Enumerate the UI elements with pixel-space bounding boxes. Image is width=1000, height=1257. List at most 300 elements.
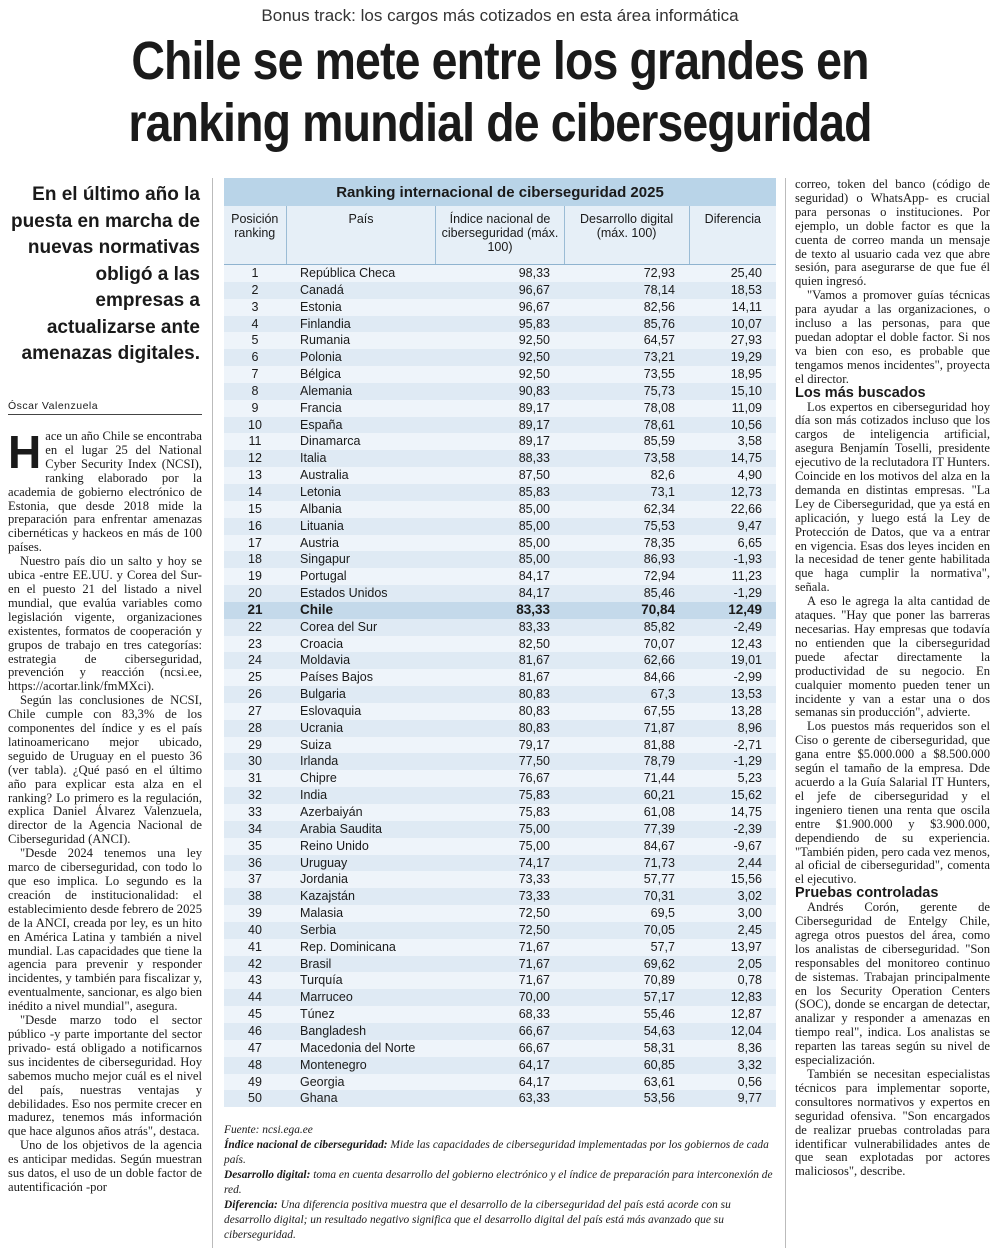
table-row [224, 636, 776, 653]
table-row [224, 989, 776, 1006]
cell-index: 77,50 [518, 754, 550, 769]
note-text: toma en cuenta desarrollo del gobierno electrónico y el índice de preparación para interconexión de red. [224, 1169, 773, 1196]
cell-position: 49 [248, 1074, 262, 1089]
cell-difference: 13,28 [730, 703, 762, 718]
cell-position: 4 [251, 316, 259, 331]
cell-difference: -1,93 [733, 552, 762, 567]
table-row [224, 349, 776, 366]
cell-difference: -2,99 [733, 670, 762, 685]
cell-position: 11 [248, 434, 262, 449]
cell-index: 75,00 [518, 821, 550, 836]
cell-position: 41 [248, 939, 262, 954]
cell-difference: 12,73 [730, 484, 762, 499]
cell-position: 42 [248, 956, 262, 971]
cell-index: 89,17 [518, 417, 550, 432]
cell-difference: 2,05 [737, 956, 762, 971]
cell-index: 68,33 [518, 1007, 550, 1022]
cell-position: 47 [248, 1040, 262, 1055]
cell-country: Chipre [300, 771, 337, 786]
cell-difference: 8,36 [737, 1040, 762, 1055]
cell-difference: -1,29 [733, 754, 762, 769]
cell-country: Moldavia [300, 653, 351, 668]
cell-index: 92,50 [518, 333, 550, 348]
paragraph: A eso le agrega la alta cantidad de ataques. "Hay que poner las barreras necesarias. Hay empresas que todavía no entienden que la ciberseguridad puede afectar directamente la productividad de su negocio. En cualquier momento pueden tener un incidente y van a estar una o dos semanas sin producción", advierte. [795, 594, 990, 720]
cell-digital: 72,94 [643, 569, 675, 584]
cell-difference: 3,00 [737, 906, 762, 921]
cell-digital: 72,93 [643, 266, 675, 280]
cell-digital: 71,44 [643, 771, 675, 786]
paragraph: Los puestos más requeridos son el Ciso o gerente de ciberseguridad, que gana entre $5.000.000 a $8.500.000 según el tamaño de la empresa. Dde acuerdo a la Guía Salarial IT Hunters, el jefe de ciberseguridad y el ingeniero tienen una renta que oscila entre $1.900.000 y $3.900.000, dependiendo de su experiencia. "También piden, pero cada vez menos, al oficial de ciberseguridad", comenta el ejecutivo. [795, 719, 990, 887]
header-difference: Diferencia [704, 212, 761, 226]
cell-position: 44 [248, 990, 262, 1005]
cell-index: 71,67 [518, 956, 550, 971]
cell-index: 64,17 [518, 1074, 550, 1089]
cell-digital: 84,66 [643, 670, 675, 685]
cell-difference: -2,49 [733, 619, 762, 634]
table-row [224, 652, 776, 669]
cell-difference: 15,62 [730, 788, 762, 803]
cell-difference: 5,23 [737, 771, 762, 786]
table-row [224, 770, 776, 787]
dropcap: H [8, 426, 42, 478]
cell-country: Países Bajos [300, 670, 373, 685]
cell-country: Bélgica [300, 367, 341, 382]
cell-country: Polonia [300, 350, 342, 365]
cell-position: 2 [251, 282, 259, 297]
cell-digital: 71,73 [643, 855, 675, 870]
cell-country: Azerbaiyán [300, 805, 363, 819]
paragraph: "Desde marzo todo el sector público -y parte importante del sector privado- está obligado a notificarnos sus incidentes de ciberseguridad. Hoy sabemos mucho mejor cuál es el nivel del país, nuestras ventajas y debilidades. Eso nos permite crecer en madurez, tenemos más información que hace algunos años atrás", destaca. [8, 1013, 202, 1139]
table-row [224, 720, 776, 737]
cell-digital: 70,84 [641, 601, 675, 617]
cell-position: 29 [248, 737, 262, 752]
cell-position: 16 [248, 518, 262, 533]
cell-index: 66,67 [518, 1040, 550, 1055]
cell-difference: 3,02 [737, 889, 762, 904]
subheading: Los más buscados [795, 384, 926, 401]
cell-difference: 15,56 [730, 872, 762, 887]
cell-country: Jordania [300, 872, 348, 887]
cell-position: 43 [248, 973, 262, 988]
cell-index: 89,17 [518, 400, 550, 415]
table-row [224, 585, 776, 602]
cell-position: 3 [251, 299, 259, 314]
cell-country: Georgia [300, 1074, 345, 1089]
cell-difference: -1,29 [733, 586, 762, 601]
table-row [224, 1023, 776, 1040]
cell-difference: 19,01 [730, 653, 762, 668]
cell-country: Corea del Sur [300, 619, 378, 634]
cell-difference: 27,93 [730, 333, 762, 348]
cell-index: 89,17 [518, 434, 550, 449]
cell-position: 27 [248, 703, 262, 718]
table-row [224, 383, 776, 400]
cell-country: Túnez [300, 1007, 335, 1022]
cell-country: Rumania [300, 333, 351, 348]
subheading: Pruebas controladas [795, 885, 939, 902]
cell-index: 66,67 [518, 1023, 550, 1038]
table-row [224, 972, 776, 989]
cell-digital: 82,56 [643, 299, 675, 314]
cell-difference: -2,71 [733, 737, 762, 752]
byline: Óscar Valenzuela [8, 400, 202, 415]
cell-index: 75,83 [518, 805, 550, 819]
cell-difference: 11,23 [731, 569, 762, 584]
cell-country: Kazajstán [300, 889, 355, 904]
cell-index: 73,33 [518, 889, 550, 904]
headline-line-2: ranking mundial de ciberseguridad [128, 93, 872, 153]
cell-digital: 82,6 [650, 468, 675, 483]
cell-digital: 77,39 [643, 821, 675, 836]
cell-position: 10 [248, 417, 262, 432]
table-body [224, 265, 776, 1107]
table-row [224, 501, 776, 518]
table-row [224, 1057, 776, 1074]
cell-index: 85,00 [518, 501, 550, 516]
cell-position: 30 [248, 754, 262, 769]
cell-index: 75,83 [518, 788, 550, 803]
cell-digital: 53,56 [643, 1091, 675, 1106]
cell-difference: 25,40 [730, 266, 762, 280]
cell-country: Portugal [300, 569, 347, 584]
cell-index: 95,83 [518, 316, 550, 331]
cell-digital: 78,61 [643, 417, 675, 432]
cell-country: Montenegro [300, 1057, 367, 1072]
cell-difference: 6,65 [737, 535, 762, 550]
cell-index: 64,17 [518, 1057, 550, 1072]
cell-index: 84,17 [518, 586, 550, 601]
cell-country: Rep. Dominicana [300, 939, 396, 954]
cell-digital: 81,88 [643, 737, 675, 752]
cell-country: Singapur [300, 552, 351, 567]
cell-digital: 69,5 [650, 906, 675, 921]
cell-index: 80,83 [518, 703, 550, 718]
cell-difference: 8,96 [737, 720, 762, 735]
cell-index: 63,33 [518, 1091, 550, 1106]
cell-difference: 12,43 [730, 636, 762, 651]
cell-digital: 54,63 [643, 1023, 675, 1038]
header-digital: Desarrollo digital (máx. 100) [565, 206, 690, 264]
cell-digital: 73,21 [643, 350, 675, 365]
cell-country: Canadá [300, 282, 344, 297]
cell-position: 9 [251, 400, 259, 415]
table-row [224, 484, 776, 501]
cell-digital: 78,08 [643, 400, 675, 415]
table-row [224, 1090, 776, 1107]
cell-index: 92,50 [518, 367, 550, 382]
cell-position: 36 [248, 855, 262, 870]
cell-index: 70,00 [518, 990, 550, 1005]
cell-index: 71,67 [518, 939, 550, 954]
cell-country: Turquía [300, 973, 343, 988]
cell-index: 83,33 [516, 601, 550, 617]
cell-difference: 14,75 [730, 451, 762, 466]
note-label: Desarrollo digital: [224, 1169, 311, 1181]
cell-position: 37 [248, 872, 262, 887]
table-row [224, 871, 776, 888]
paragraph: "Vamos a promover guías técnicas para ayudar a las organizaciones, o incluso a las personas, para que puedan adoptar el doble factor. Si nos va bien con eso, es probable que tengamos menos incidentes", proyecta el director. [795, 288, 990, 386]
table-row [224, 467, 776, 484]
table-row [224, 737, 776, 754]
table-row [224, 939, 776, 956]
paragraph: "Desde 2024 tenemos una ley marco de ciberseguridad, con todo lo que eso implica. Lo segundo es la creación de institucionalidad: el establecimiento desde febrero de 2025 de la ANCI, creada por ley, es un hito en América Latina y también a nivel mundial. Las capacidades que tiene la agencia para prevenir y responder incidentes, y también para fiscalizar y, eventualmente, sancionar, es algo bien inédito a nivel mundial", asegura. [8, 846, 202, 1014]
cell-index: 85,83 [518, 484, 550, 499]
cell-position: 6 [251, 350, 259, 365]
table-row [224, 888, 776, 905]
cell-digital: 57,7 [650, 939, 675, 954]
cell-country: Chile [300, 601, 334, 617]
cell-difference: 14,75 [730, 805, 762, 819]
cell-position: 22 [248, 619, 262, 634]
cell-position: 26 [248, 687, 262, 702]
lede: En el último año la puesta en marcha de nuevas normativas obligó a las empresas a actualizarse ante amenazas digitales. [10, 184, 200, 364]
paragraph: Según las conclusiones de NCSI, Chile cumple con 83,3% de los componentes del índice y es el país latinoamericano mejor ubicado, seguido de Uruguay en el puesto 36 (ver tabla). ¿Qué pasó en el último año para explicar esta alza en el ranking? Lo primero es la regulación, explica Daniel Álvarez Valenzuela, director de la Agencia Nacional de Ciberseguridad (ANCI). [8, 693, 202, 847]
table-row [224, 619, 776, 636]
cell-digital: 55,46 [643, 1007, 675, 1022]
paragraph [8, 426, 202, 555]
table-row [224, 265, 776, 282]
cell-difference: 22,66 [730, 501, 762, 516]
table-row [224, 855, 776, 872]
paragraph: También se necesitan especialistas técnicos para implementar soporte, consultores normativos y expertos en seguridad ofensiva. "Son encargados de realizar pruebas controladas para identificar vulnerabilidades antes de que sean explotadas por actores maliciosos", describe. [795, 1067, 990, 1179]
table-notes [224, 1123, 776, 1243]
cell-country: Australia [300, 468, 349, 483]
note-text: Mide las capacidades de ciberseguridad implementadas por los gobiernos de cada país. [224, 1139, 769, 1166]
cell-position: 48 [248, 1057, 262, 1072]
cell-country: Irlanda [300, 754, 339, 769]
source-note: Fuente: ncsi.ega.ee [224, 1124, 313, 1136]
cell-difference: -2,39 [733, 821, 762, 836]
cell-difference: 18,53 [730, 282, 762, 297]
header-index: Índice nacional de ciberseguridad (máx. 100) [436, 206, 564, 264]
cell-country: República Checa [300, 266, 396, 280]
cell-index: 80,83 [518, 687, 550, 702]
cell-digital: 67,3 [650, 687, 675, 702]
table-row [224, 703, 776, 720]
cell-country: Francia [300, 400, 342, 415]
cell-position: 35 [248, 838, 262, 853]
cell-digital: 73,1 [650, 484, 675, 499]
cell-position: 45 [248, 1007, 262, 1022]
cell-index: 76,67 [518, 771, 550, 786]
cell-index: 82,50 [518, 636, 550, 651]
cell-position: 34 [248, 821, 262, 836]
cell-position: 5 [251, 333, 259, 348]
column-divider [785, 178, 786, 1248]
cell-digital: 64,57 [643, 333, 675, 348]
cell-country: Brasil [300, 956, 332, 971]
paragraph: Andrés Corón, gerente de Ciberseguridad de Entelgy Chile, agrega otros puestos del área, como los analistas de ciberseguridad. "Son responsables del monitoreo continuo de sistemas. Trabajan principalmente en los Security Operation Centers (SOC), donde se encargan de detectar, analizar y responder a amenazas en tiempo real", indica. Los analistas se reparten las tareas según su nivel de especialización. [795, 900, 990, 1068]
cell-position: 31 [248, 771, 262, 786]
cell-position: 1 [251, 266, 259, 280]
cell-country: Bangladesh [300, 1023, 367, 1038]
cell-country: Ghana [300, 1091, 338, 1106]
table-row [224, 956, 776, 973]
article-column-1 [8, 426, 202, 1195]
table-row [224, 1040, 776, 1057]
cell-country: Croacia [300, 636, 344, 651]
cell-difference: 12,49 [728, 601, 762, 617]
cell-position: 18 [248, 552, 262, 567]
cell-position: 38 [248, 889, 262, 904]
table-row [224, 905, 776, 922]
cell-position: 25 [248, 670, 262, 685]
cell-index: 84,17 [518, 569, 550, 584]
table-row [224, 753, 776, 770]
cell-position: 24 [248, 653, 262, 668]
cell-position: 8 [251, 383, 259, 398]
cell-index: 81,67 [518, 653, 550, 668]
cell-index: 73,33 [518, 872, 550, 887]
table-row [224, 450, 776, 467]
table-row [224, 821, 776, 838]
table-row [224, 299, 776, 316]
cell-country: España [300, 417, 343, 432]
table-row [224, 804, 776, 821]
table-title: Ranking internacional de ciberseguridad 2025 [224, 178, 776, 206]
note-difference [224, 1198, 776, 1243]
table-row [224, 535, 776, 552]
cell-index: 92,50 [518, 350, 550, 365]
cell-digital: 60,21 [643, 788, 675, 803]
cell-digital: 71,87 [643, 720, 675, 735]
table-row [224, 332, 776, 349]
note-label: Índice nacional de ciberseguridad: [224, 1139, 388, 1151]
table-row [224, 838, 776, 855]
cell-difference: 12,87 [730, 1007, 762, 1022]
header-position: Posición ranking [224, 206, 287, 264]
cell-position: 46 [248, 1023, 262, 1038]
cell-difference: 14,11 [731, 299, 762, 314]
table-row [224, 433, 776, 450]
cell-country: Letonia [300, 484, 342, 499]
cell-index: 88,33 [518, 451, 550, 466]
cell-difference: 4,90 [737, 468, 762, 483]
cell-position: 21 [247, 601, 263, 617]
cell-digital: 70,05 [643, 922, 675, 937]
cell-position: 40 [248, 922, 262, 937]
cell-digital: 58,31 [643, 1040, 675, 1055]
cell-digital: 70,31 [643, 889, 675, 904]
cell-difference: 13,97 [730, 939, 762, 954]
kicker: Bonus track: los cargos más cotizados en esta área informática [261, 6, 739, 25]
cell-difference: 15,10 [730, 383, 762, 398]
cell-country: Suiza [300, 737, 332, 752]
cell-index: 72,50 [518, 906, 550, 921]
cell-digital: 85,76 [643, 316, 675, 331]
cell-difference: 13,53 [730, 687, 762, 702]
cell-digital: 75,73 [643, 383, 675, 398]
headline-line-1: Chile se mete entre los grandes en [131, 31, 869, 91]
note-text: Una diferencia positiva muestra que el desarrollo de la ciberseguridad del país está acorde con su desarrollo digital; un resultado negativo significa que el desarrollo digital del país está más avanzado que su ciberseguridad. [224, 1199, 731, 1241]
cell-index: 96,67 [518, 282, 550, 297]
cell-country: Serbia [300, 922, 337, 937]
table-row [224, 316, 776, 333]
cell-difference: 3,58 [737, 434, 762, 449]
cell-difference: 9,77 [737, 1091, 762, 1106]
cell-difference: -9,67 [733, 838, 762, 853]
table-row [224, 568, 776, 585]
cell-difference: 9,47 [737, 518, 762, 533]
cell-difference: 12,04 [730, 1023, 762, 1038]
table-row [224, 1006, 776, 1023]
cell-difference: 2,44 [737, 855, 762, 870]
cell-index: 98,33 [518, 266, 550, 280]
cell-country: Finlandia [300, 316, 351, 331]
table-row [224, 922, 776, 939]
table-row [224, 686, 776, 703]
cell-digital: 84,67 [643, 838, 675, 853]
cell-digital: 73,58 [643, 451, 675, 466]
cell-country: Estados Unidos [300, 586, 388, 601]
table-row [224, 551, 776, 568]
cell-country: Arabia Saudita [300, 821, 383, 836]
table-row [224, 366, 776, 383]
cell-digital: 61,08 [643, 805, 675, 819]
table-row [224, 787, 776, 804]
cell-difference: 18,95 [730, 367, 762, 382]
paragraph: Los expertos en ciberseguridad hoy día son más cotizados incluso que los cargos de inteligencia artificial, asegura Benjamín Toselli, presidente ejecutivo de la reclutadora IT Hunters. Coincide en los motivos del alza en la demanda en distintas empresas. "La Ley de Ciberseguridad, que ya está en aplicación, y luego está la Ley de Protección de Datos, que va a entrar en vigencia. Esas dos leyes inciden en la necesidad de tener gente habilitada que haga cumplir la normativa", señala. [795, 399, 990, 595]
cell-digital: 70,89 [643, 973, 675, 988]
cell-index: 90,83 [518, 383, 550, 398]
cell-digital: 69,62 [643, 956, 675, 971]
cell-difference: 19,29 [730, 350, 762, 365]
cell-digital: 86,93 [643, 552, 675, 567]
table-header [224, 206, 776, 265]
cell-difference: 10,07 [730, 316, 762, 331]
cell-position: 19 [248, 569, 262, 584]
cell-position: 12 [248, 451, 262, 466]
cell-country: Alemania [300, 383, 353, 398]
cell-position: 32 [248, 788, 262, 803]
table-row [224, 602, 776, 619]
cell-country: Italia [300, 451, 327, 466]
table-row [224, 669, 776, 686]
cell-position: 14 [248, 484, 262, 499]
cell-difference: 3,32 [737, 1057, 762, 1072]
cell-index: 85,00 [518, 552, 550, 567]
cell-country: Reino Unido [300, 838, 369, 853]
cell-index: 96,67 [518, 299, 550, 314]
cell-index: 79,17 [518, 737, 550, 752]
note-digital [224, 1168, 776, 1198]
paragraph: Nuestro país dio un salto y hoy se ubica -entre EE.UU. y Corea del Sur- en el puesto 21 del listado a nivel mundial, que evalúa variables como legislación vigente, organizaciones existentes, formatos de cooperación y grupos de trabajo en tres categorías: estrategia de ciberseguridad, prevención y reacción (ncsi.ee, https://acortar.link/fmMXci). [8, 554, 202, 694]
cell-country: Marruceo [300, 990, 353, 1005]
cell-difference: 0,56 [737, 1074, 762, 1089]
cell-digital: 60,85 [643, 1057, 675, 1072]
column-divider [212, 178, 213, 1248]
cell-country: Malasia [300, 906, 344, 921]
cell-country: Lituania [300, 518, 344, 533]
paragraph: correo, token del banco (código de seguridad) o WhatsApp- es crucial para personas o instituciones. Por ejemplo, un doble factor es que la cuenta de correo manda un mensaje de texto al usuario cada vez que abre sesión, para asegurarse de que fue él quien ingresó. [795, 177, 990, 289]
cell-digital: 85,46 [643, 586, 675, 601]
cell-difference: 2,45 [737, 922, 762, 937]
headline [70, 30, 930, 154]
cell-digital: 62,34 [643, 501, 675, 516]
cell-country: Austria [300, 535, 339, 550]
cell-index: 85,00 [518, 518, 550, 533]
cell-digital: 70,07 [643, 636, 675, 651]
cell-index: 85,00 [518, 535, 550, 550]
cell-position: 15 [248, 501, 262, 516]
cell-country: Eslovaquia [300, 703, 362, 718]
cell-country: Macedonia del Norte [300, 1040, 416, 1055]
header-country: País [287, 206, 437, 264]
cell-position: 50 [248, 1091, 262, 1106]
note-index [224, 1138, 776, 1168]
cell-position: 20 [248, 586, 262, 601]
cell-digital: 73,55 [643, 367, 675, 382]
